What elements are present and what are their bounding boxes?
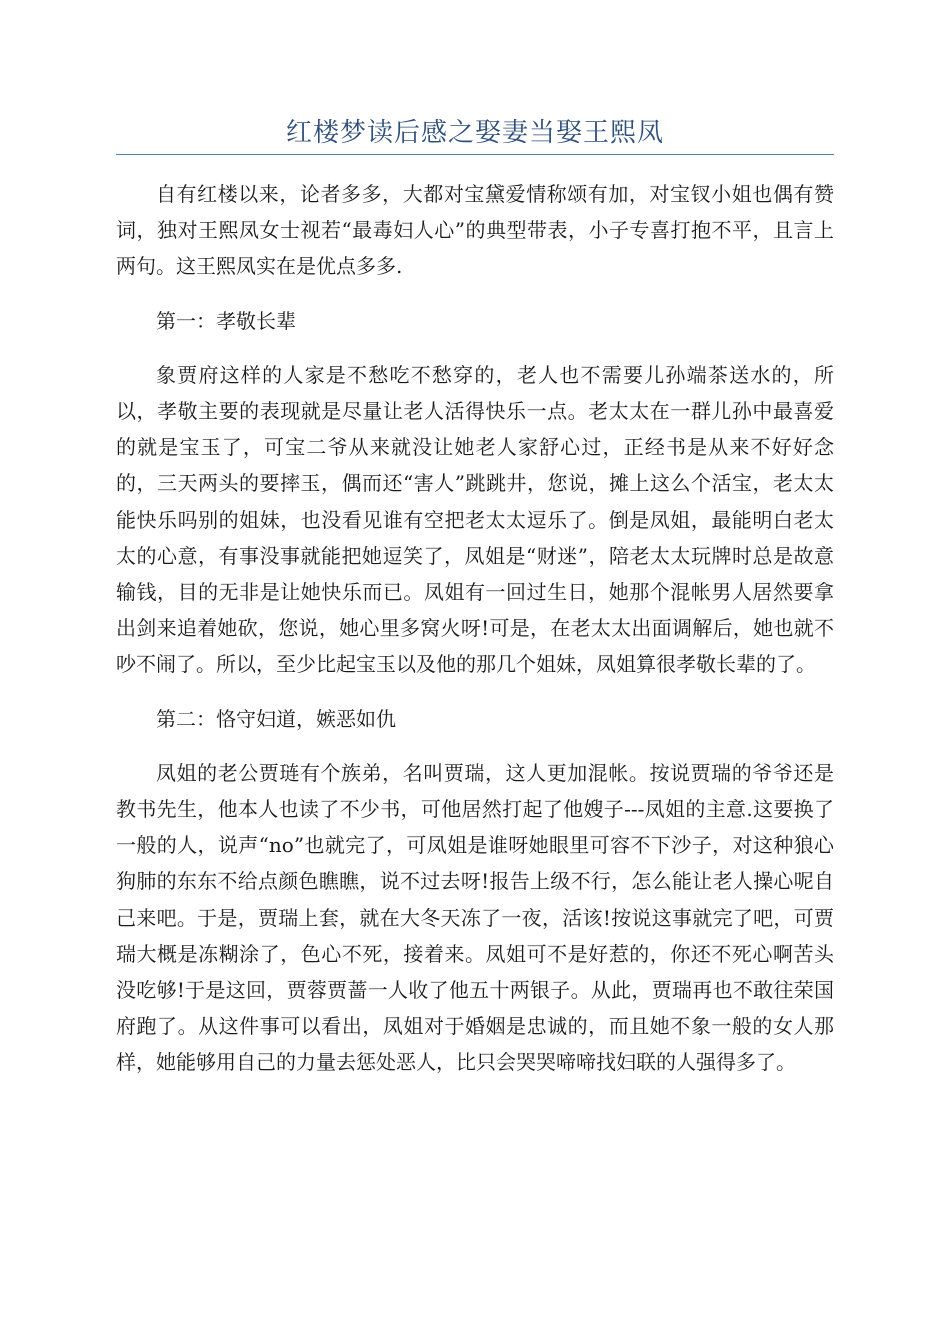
paragraph-intro: 自有红楼以来，论者多多，大都对宝黛爱情称颂有加，对宝钗小姐也偶有赞词，独对王熙凤女士视若“最毒妇人心”的典型带表，小子专喜打抱不平，且言上两句。这王熙凤实在是优点多多. <box>116 182 834 279</box>
title-underline <box>116 154 834 155</box>
document-body <box>116 176 834 1099</box>
section-heading-1: 第一：孝敬长辈 <box>156 308 296 333</box>
paragraph-section-1: 象贾府这样的人家是不愁吃不愁穿的，老人也不需要儿孙端茶送水的，所以，孝敬主要的表现就是尽量让老人活得快乐一点。老太太在一群儿孙中最喜爱的就是宝玉了，可宝二爷从来就没让她老人家舒心过，正经书是从来不好好念的，三天两头的要摔玉，偶而还“害人”跳跳井，您说，摊上这么个活宝，老太太能快乐吗别的姐妹，也没看见谁有空把老太太逗乐了。倒是凤姐，最能明白老太太的心意，有事没事就能把她逗笑了，凤姐是“财迷”，陪老太太玩牌时总是故意输钱，目的无非是让她快乐而已。凤姐有一回过生日，她那个混帐男人居然要拿出剑来追着她砍，您说，她心里多窝火呀!可是，在老太太出面调解后，她也就不吵不闹了。所以，至少比起宝玉以及他的那几个姐妹，凤姐算很孝敬长辈的了。 <box>116 362 834 677</box>
section-heading-2: 第二：恪守妇道，嫉恶如仇 <box>156 706 396 731</box>
document-title: 红楼梦读后感之娶妻当娶王熙凤 <box>285 118 664 148</box>
paragraph-section-2: 凤姐的老公贾琏有个族弟，名叫贾瑞，这人更加混帐。按说贾瑞的爷爷还是教书先生，他本人也读了不少书，可他居然打起了他嫂子---凤姐的主意.这要换了一般的人，说声“no”也就完了，可凤姐是谁呀她眼里可容不下沙子，对这种狼心狗肺的东东不给点颜色瞧瞧，说不过去呀!报告上级不行，怎么能让老人操心呢自己来吧。于是，贾瑞上套，就在大冬天冻了一夜，活该!按说这事就完了吧，可贾瑞大概是冻糊涂了，色心不死，接着来。凤姐可不是好惹的，你还不死心啊苦头没吃够!于是这回，贾蓉贾蔷一人收了他五十两银子。从此，贾瑞再也不敢往荣国府跑了。从这件事可以看出，凤姐对于婚姻是忠诚的，而且她不象一般的女人那样，她能够用自己的力量去惩处恶人，比只会哭哭啼啼找妇联的人强得多了。 <box>116 760 834 1075</box>
